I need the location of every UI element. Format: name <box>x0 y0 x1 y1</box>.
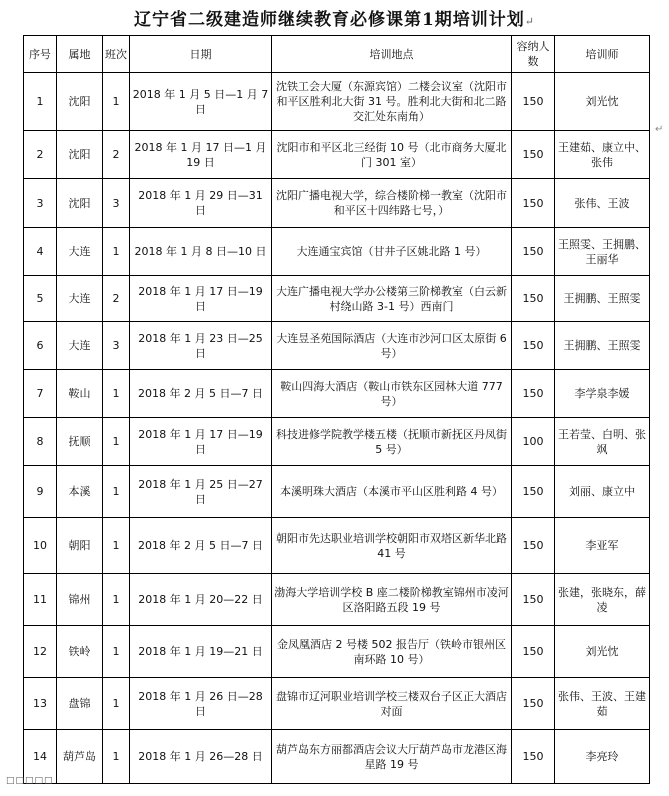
cell-region: 锦州 <box>57 574 103 626</box>
cell-seq: 1 <box>24 73 57 131</box>
cell-seq: 10 <box>24 518 57 574</box>
cell-cls: 1 <box>103 730 130 784</box>
cell-location: 大连广播电视大学办公楼第三阶梯教室（白云新村绕山路 3-1 号）西南门 <box>272 276 512 322</box>
cell-region: 大连 <box>57 322 103 370</box>
table-row <box>24 370 650 418</box>
cell-date: 2018 年 2 月 5 日—7 日 <box>130 370 272 418</box>
cell-seq: 6 <box>24 322 57 370</box>
cell-location: 大连通宝宾馆（甘井子区姚北路 1 号） <box>272 228 512 276</box>
cell-seq: 9 <box>24 466 57 518</box>
cell-cls: 1 <box>103 228 130 276</box>
cell-seq: 5 <box>24 276 57 322</box>
cell-seq: 11 <box>24 574 57 626</box>
cell-region: 铁岭 <box>57 626 103 678</box>
cell-cls: 1 <box>103 418 130 466</box>
cell-trainer: 李学泉李媛 <box>555 370 650 418</box>
document-title <box>0 5 669 30</box>
cell-location: 渤海大学培训学校 B 座二楼阶梯教室锦州市凌河区洛阳路五段 19 号 <box>272 574 512 626</box>
cell-cls: 1 <box>103 370 130 418</box>
cell-date: 2018 年 1 月 26—28 日 <box>130 730 272 784</box>
cell-seq: 7 <box>24 370 57 418</box>
cell-trainer: 张建，张晓东，薛凌 <box>555 574 650 626</box>
table-row <box>24 678 650 730</box>
table-row <box>24 626 650 678</box>
cell-cls: 1 <box>103 73 130 131</box>
table-row <box>24 73 650 131</box>
cell-region: 大连 <box>57 228 103 276</box>
cell-region: 朝阳 <box>57 518 103 574</box>
table-row <box>24 179 650 228</box>
cell-location: 葫芦岛东方丽都酒店会议大厅葫芦岛市龙港区海星路 19 号 <box>272 730 512 784</box>
cell-trainer: 王拥鹏、王照雯 <box>555 276 650 322</box>
cell-seq: 14 <box>24 730 57 784</box>
cell-cls: 2 <box>103 131 130 179</box>
cell-date: 2018 年 1 月 17 日—19 日 <box>130 276 272 322</box>
cell-region: 本溪 <box>57 466 103 518</box>
cell-date: 2018 年 1 月 8 日—10 日 <box>130 228 272 276</box>
cell-date: 2018 年 1 月 23 日—25 日 <box>130 322 272 370</box>
cell-capacity: 150 <box>512 179 555 228</box>
table-header-row <box>24 36 650 73</box>
header-location: 培训地点 <box>272 36 512 73</box>
header-seq: 序号 <box>24 36 57 73</box>
cell-capacity: 100 <box>512 418 555 466</box>
cell-seq: 2 <box>24 131 57 179</box>
cell-location: 大连昱圣苑国际酒店（大连市沙河口区太原街 6 号） <box>272 322 512 370</box>
cell-capacity: 150 <box>512 228 555 276</box>
cell-location: 沈阳广播电视大学，综合楼阶梯一教室（沈阳市和平区十四纬路七号，） <box>272 179 512 228</box>
cell-seq: 8 <box>24 418 57 466</box>
cell-trainer: 王建茹、康立中、张伟 <box>555 131 650 179</box>
cell-date: 2018 年 1 月 20—22 日 <box>130 574 272 626</box>
cell-location: 沈铁工会大厦（东源宾馆）二楼会议室（沈阳市和平区胜利北大街 31 号。胜利北大街和北二路交汇处东南角） <box>272 73 512 131</box>
header-region: 属地 <box>57 36 103 73</box>
cell-location: 盘锦市辽河职业培训学校三楼双台子区正大酒店对面 <box>272 678 512 730</box>
cell-region: 葫芦岛 <box>57 730 103 784</box>
cell-capacity: 150 <box>512 678 555 730</box>
cell-location: 金凤凰酒店 2 号楼 502 报告厅（铁岭市银州区南环路 10 号） <box>272 626 512 678</box>
cell-date: 2018 年 1 月 5 日—1 月 7 日 <box>130 73 272 131</box>
cell-region: 盘锦 <box>57 678 103 730</box>
table-row <box>24 322 650 370</box>
cell-cls: 2 <box>103 276 130 322</box>
cell-seq: 4 <box>24 228 57 276</box>
cell-cls: 1 <box>103 574 130 626</box>
cell-location: 沈阳市和平区北三经街 10 号（北市商务大厦北门 301 室） <box>272 131 512 179</box>
cell-date: 2018 年 1 月 19—21 日 <box>130 626 272 678</box>
cell-cls: 1 <box>103 626 130 678</box>
cell-date: 2018 年 1 月 29 日—31 日 <box>130 179 272 228</box>
cell-cls: 1 <box>103 678 130 730</box>
cell-capacity: 150 <box>512 276 555 322</box>
table-body <box>24 73 650 784</box>
cell-capacity: 150 <box>512 131 555 179</box>
cell-capacity: 150 <box>512 518 555 574</box>
paragraph-mark-icon: ↵ <box>655 124 664 135</box>
table-row <box>24 730 650 784</box>
cell-capacity: 150 <box>512 466 555 518</box>
table-row <box>24 131 650 179</box>
table-row <box>24 228 650 276</box>
cell-date: 2018 年 1 月 25 日—27 日 <box>130 466 272 518</box>
cell-trainer: 王拥鹏、王照雯 <box>555 322 650 370</box>
table-row <box>24 276 650 322</box>
cell-cls: 1 <box>103 518 130 574</box>
cell-location: 鞍山四海大酒店（鞍山市铁东区园林大道 777 号） <box>272 370 512 418</box>
cell-cls: 1 <box>103 466 130 518</box>
cell-seq: 12 <box>24 626 57 678</box>
cell-trainer: 刘光忱 <box>555 73 650 131</box>
cell-capacity: 150 <box>512 730 555 784</box>
cell-date: 2018 年 2 月 5 日—7 日 <box>130 518 272 574</box>
cell-location: 本溪明珠大酒店（本溪市平山区胜利路 4 号） <box>272 466 512 518</box>
cell-region: 沈阳 <box>57 131 103 179</box>
cell-capacity: 150 <box>512 626 555 678</box>
table-row <box>24 418 650 466</box>
cell-trainer: 张伟、王波 <box>555 179 650 228</box>
cell-date: 2018 年 1 月 26 日—28 日 <box>130 678 272 730</box>
header-class: 班次 <box>103 36 130 73</box>
header-date: 日期 <box>130 36 272 73</box>
cell-trainer: 李亚军 <box>555 518 650 574</box>
training-plan-table <box>23 35 650 784</box>
cell-trainer: 王若莹、白明、张飒 <box>555 418 650 466</box>
cell-date: 2018 年 1 月 17 日—19 日 <box>130 418 272 466</box>
cell-region: 抚顺 <box>57 418 103 466</box>
table-row <box>24 518 650 574</box>
cell-location: 科技进修学院教学楼五楼（抚顺市新抚区丹凤街 5 号） <box>272 418 512 466</box>
cell-region: 大连 <box>57 276 103 322</box>
cell-region: 沈阳 <box>57 179 103 228</box>
cell-date: 2018 年 1 月 17 日—1 月 19 日 <box>130 131 272 179</box>
cell-trainer: 刘丽、康立中 <box>555 466 650 518</box>
cell-cls: 3 <box>103 322 130 370</box>
cell-trainer: 王照雯、王拥鹏、王丽华 <box>555 228 650 276</box>
cell-capacity: 150 <box>512 73 555 131</box>
paragraph-mark-icon: ↵ <box>524 15 536 28</box>
corner-artifact: □□□□□ <box>6 776 54 786</box>
table-row <box>24 466 650 518</box>
cell-location: 朝阳市先达职业培训学校朝阳市双塔区新华北路 41 号 <box>272 518 512 574</box>
header-trainer: 培训师 <box>555 36 650 73</box>
title-text: 辽宁省二级建造师继续教育必修课第1期培训计划 <box>133 10 525 30</box>
table-row <box>24 574 650 626</box>
header-capacity: 容纳人数 <box>512 36 555 73</box>
cell-seq: 3 <box>24 179 57 228</box>
cell-capacity: 150 <box>512 322 555 370</box>
cell-capacity: 150 <box>512 370 555 418</box>
cell-trainer: 刘光忱 <box>555 626 650 678</box>
cell-region: 沈阳 <box>57 73 103 131</box>
cell-cls: 3 <box>103 179 130 228</box>
cell-trainer: 张伟、王波、王建茹 <box>555 678 650 730</box>
cell-region: 鞍山 <box>57 370 103 418</box>
cell-capacity: 150 <box>512 574 555 626</box>
cell-seq: 13 <box>24 678 57 730</box>
cell-trainer: 李亮玲 <box>555 730 650 784</box>
